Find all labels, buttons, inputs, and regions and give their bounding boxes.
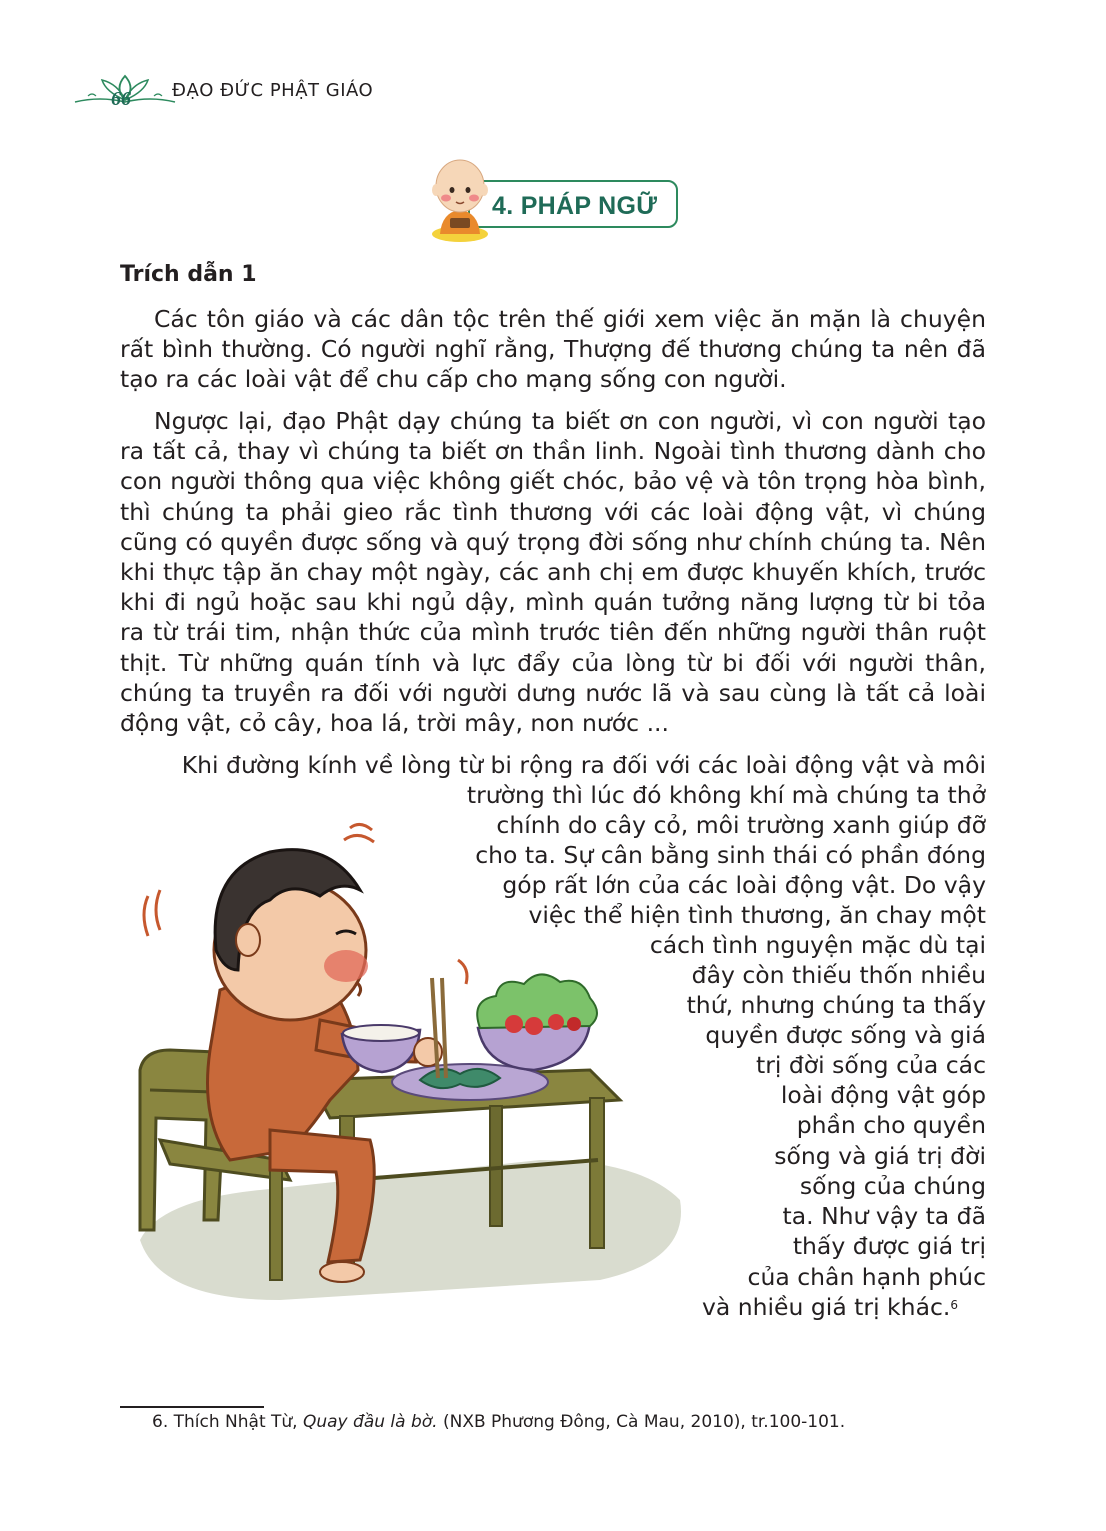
paragraph-3-line: ta. Như vậy ta đã	[782, 1202, 986, 1230]
paragraph-3-line: quyền được sống và giá	[705, 1021, 986, 1049]
footnote-divider	[120, 1406, 264, 1408]
page-number: 66	[111, 88, 131, 110]
footnote	[152, 1412, 845, 1432]
paragraph-3-last-line	[702, 1292, 958, 1322]
paragraph-3-line: và nhiều giá trị khác.	[701, 1293, 951, 1321]
paragraph-3-line: chính do cây cỏ, môi trường xanh giúp đỡ	[496, 811, 986, 839]
paragraph-2-text: Ngược lại, đạo Phật dạy chúng ta biết ơn con người, vì con người tạo ra tất cả, thay vì chúng ta biết ơn thần linh. Ngoài tình thương dành cho con người thông qua việc không giết chóc, bảo vệ và tôn trọng hòa bình, thì chúng ta phải gieo rắc tình thương với các loài động vật, vì chúng cũng có quyền được sống và quý trọng đời sống như chính chúng ta. Nên khi thực tập ăn chay một ngày, các anh chị em được khuyến khích, trước khi đi ngủ hoặc sau khi ngủ dậy, mình quán tưởng năng lượng từ bi tỏa ra từ trái tim, nhận thức của mình trước tiên đến những người thân ruột thịt. Từ những quán tính và lực đẩy của lòng từ bi đối với người thân, chúng ta truyền ra đối với người dưng nước lã và sau cùng là tất cả loài động vật, cỏ cây, hoa lá, trời mây, non nước ...	[120, 407, 986, 738]
paragraph-3-line: loài động vật góp	[780, 1081, 986, 1109]
section-title: 4. PHÁP NGỮ	[492, 192, 658, 220]
paragraph-3-line: thấy được giá trị	[792, 1232, 986, 1260]
paragraph-3-line: sống và giá trị đời	[774, 1142, 986, 1170]
paragraph-3-line: cho ta. Sự cân bằng sinh thái có phần đóng	[475, 841, 986, 869]
footnote-number: 6. Thích Nhật Từ,	[152, 1412, 303, 1432]
page-header	[70, 66, 490, 116]
book-title: ĐẠO ĐỨC PHẬT GIÁO	[172, 80, 374, 101]
section-title-box	[428, 154, 688, 244]
quote-heading: Trích dẫn 1	[120, 262, 257, 287]
paragraph-3-line: trị đời sống của các	[756, 1051, 986, 1079]
paragraph-3-line: sống của chúng	[799, 1172, 986, 1200]
paragraph-3-line: thứ, nhưng chúng ta thấy	[686, 991, 986, 1019]
paragraph-3-line: góp rất lớn của các loài động vật. Do vậy	[502, 871, 986, 899]
paragraph-1	[120, 304, 986, 395]
paragraph-3-line: Khi đường kính về lòng từ bi rộng ra đối với các loài động vật và môi	[181, 751, 986, 779]
paragraph-3-line: việc thể hiện tình thương, ăn chay một	[528, 901, 986, 929]
paragraph-3-line: của chân hạnh phúc	[747, 1263, 986, 1291]
paragraph-1-text: Các tôn giáo và các dân tộc trên thế giới xem việc ăn mặn là chuyện rất bình thường. Có người nghĩ rằng, Thượng đế thương chúng ta nên đã tạo ra các loài vật để chu cấp cho mạng sống con người.	[120, 305, 986, 394]
paragraph-2	[120, 406, 986, 738]
paragraph-3-line: cách tình nguyện mặc dù tại	[649, 931, 986, 959]
monk-child-icon	[428, 154, 498, 246]
footnote-details: (NXB Phương Đông, Cà Mau, 2010), tr.100-101.	[437, 1412, 846, 1432]
footnote-reference[interactable]: 6	[950, 1298, 958, 1312]
footnote-work-title: Quay đầu là bờ.	[302, 1412, 438, 1432]
paragraph-3-line: đây còn thiếu thốn nhiều	[691, 961, 986, 989]
paragraph-3-line: phần cho quyền	[796, 1111, 986, 1139]
paragraph-3-line: trường thì lúc đó không khí mà chúng ta thở	[466, 781, 986, 809]
